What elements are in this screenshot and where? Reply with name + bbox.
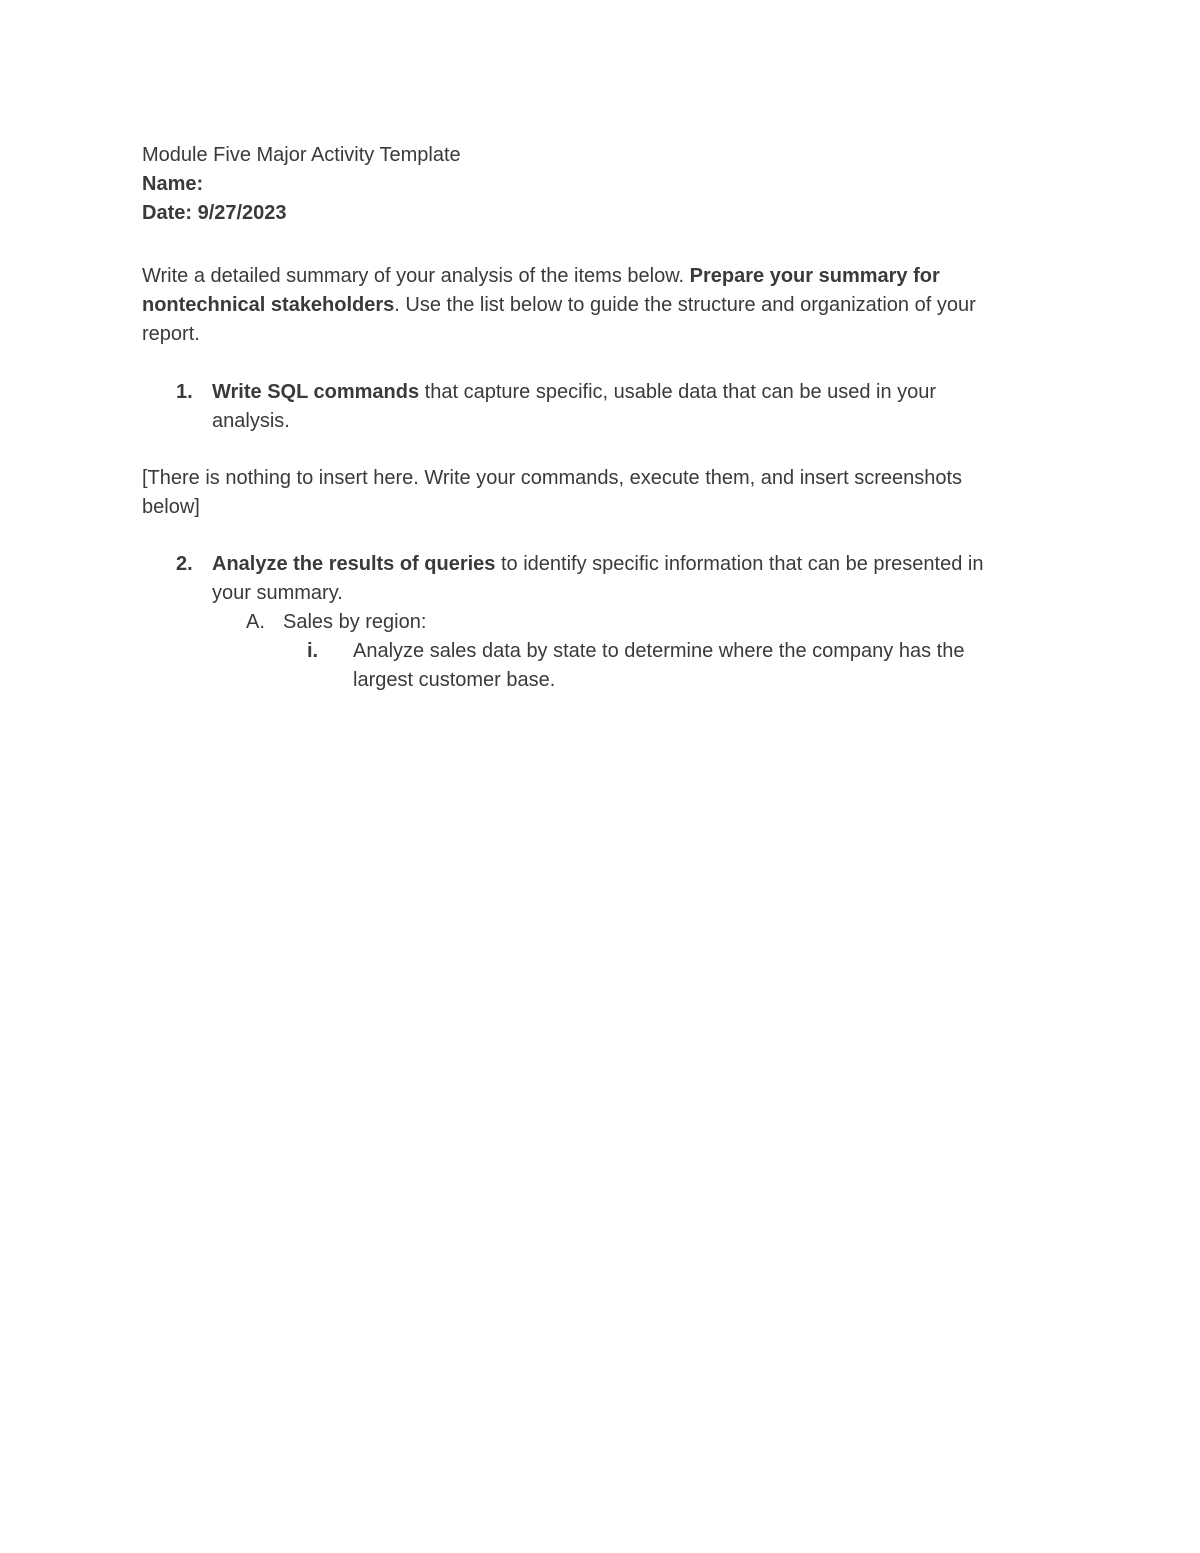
list-number-1: 1.	[176, 381, 193, 403]
note-line-2: below]	[142, 496, 200, 518]
intro-text: Write a detailed summary of your analysis of the items below.	[142, 265, 690, 287]
list-item-2-bold: Analyze the results of queries	[212, 553, 496, 575]
sublist-item-i-line-1: Analyze sales data by state to determine where the company has the	[353, 640, 965, 662]
list-item-1-text: that capture specific, usable data that can be used in your	[419, 381, 937, 403]
list-item-1-line-1	[212, 378, 936, 407]
date-label: Date: 9/27/2023	[142, 202, 287, 224]
sublist-marker-i: i.	[307, 640, 319, 662]
list-item-1-bold: Write SQL commands	[212, 381, 420, 403]
intro-bold-2: nontechnical stakeholders	[142, 294, 395, 316]
list-item-2-line-2: your summary.	[212, 582, 343, 604]
list-item-1-line-2: analysis.	[212, 410, 290, 432]
sublist-item-a-text: Sales by region:	[283, 611, 427, 633]
intro-line-2	[142, 291, 976, 320]
document-title: Module Five Major Activity Template	[142, 144, 461, 166]
sublist-marker-a: A.	[246, 611, 265, 633]
note-line-1: [There is nothing to insert here. Write your commands, execute them, and insert screenshots	[142, 467, 963, 489]
name-label: Name:	[142, 173, 204, 195]
intro-line-1	[142, 262, 940, 291]
list-item-2-line-1	[212, 550, 983, 579]
list-item-2-text: to identify specific information that can be presented in	[495, 553, 984, 575]
intro-bold-1: Prepare your summary for	[689, 265, 940, 287]
intro-line-3: report.	[142, 323, 200, 345]
intro-text-2: . Use the list below to guide the structure and organization of your	[394, 294, 976, 316]
list-number-2: 2.	[176, 553, 193, 575]
sublist-item-i-line-2: largest customer base.	[353, 669, 556, 691]
